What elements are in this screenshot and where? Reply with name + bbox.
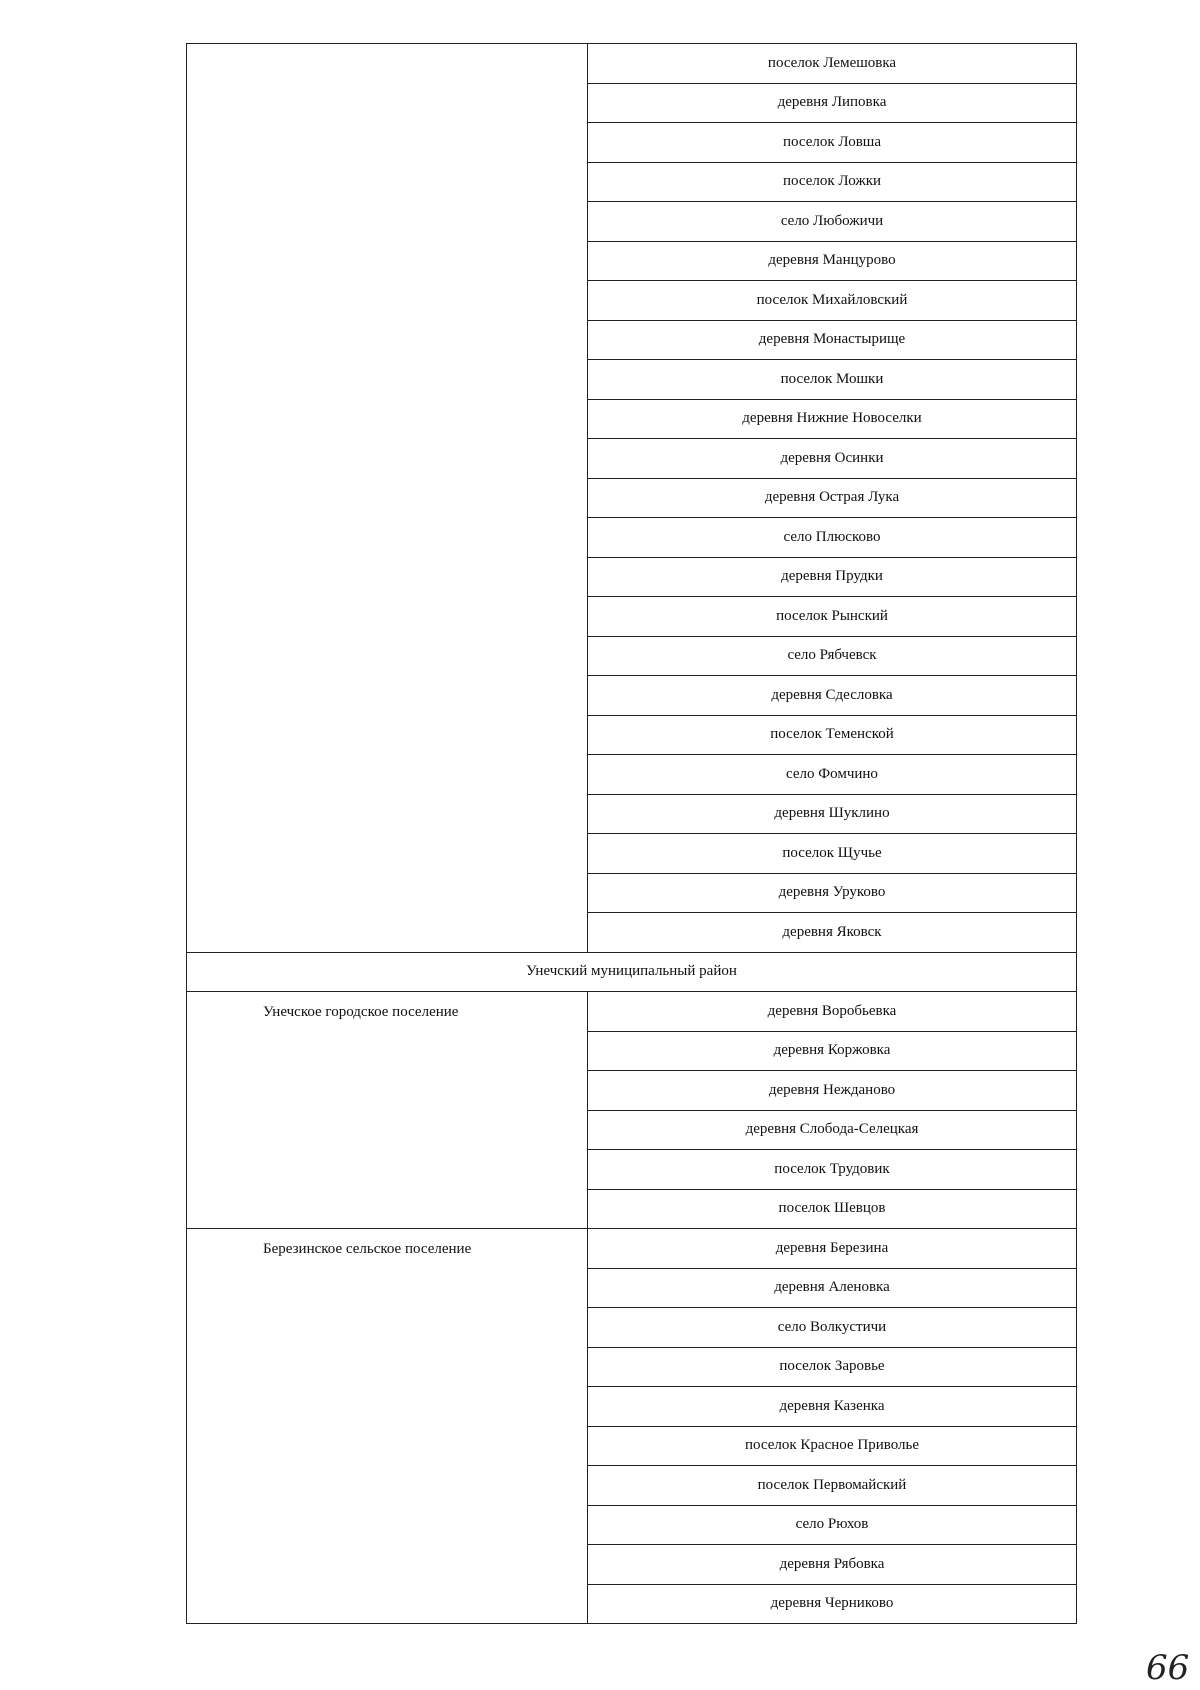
locality-cell: деревня Шуклино	[588, 794, 1077, 834]
page-number: 66	[1146, 1648, 1190, 1688]
settlement-cell	[187, 992, 588, 1229]
locality-cell: деревня Уруково	[588, 873, 1077, 913]
locality-cell: деревня Аленовка	[588, 1268, 1077, 1308]
locality-cell: село Любожичи	[588, 202, 1077, 242]
locality-cell: поселок Мошки	[588, 360, 1077, 400]
locality-cell: деревня Манцурово	[588, 241, 1077, 281]
table-row	[187, 992, 1077, 1032]
locality-cell: деревня Нежданово	[588, 1071, 1077, 1111]
locality-cell: поселок Михайловский	[588, 281, 1077, 321]
locality-cell: поселок Ловша	[588, 123, 1077, 163]
settlement-cell	[187, 44, 588, 953]
locality-cell: село Рюхов	[588, 1505, 1077, 1545]
locality-cell: деревня Коржовка	[588, 1031, 1077, 1071]
table-row	[187, 44, 1077, 84]
table-body	[187, 44, 1077, 1624]
district-name: Унечский муниципальный район	[187, 952, 1077, 992]
locality-cell: село Рябчевск	[588, 636, 1077, 676]
locality-cell: поселок Ложки	[588, 162, 1077, 202]
locality-cell: поселок Заровье	[588, 1347, 1077, 1387]
locality-cell: деревня Черниково	[588, 1584, 1077, 1624]
locality-cell: деревня Прудки	[588, 557, 1077, 597]
locality-cell: деревня Осинки	[588, 439, 1077, 479]
locality-cell: село Плюсково	[588, 518, 1077, 558]
settlement-cell	[187, 1229, 588, 1624]
locality-cell: деревня Слобода-Селецкая	[588, 1110, 1077, 1150]
locality-cell: деревня Рябовка	[588, 1545, 1077, 1585]
settlement-name	[187, 44, 587, 56]
settlements-table	[186, 43, 1077, 1624]
locality-cell: поселок Щучье	[588, 834, 1077, 874]
locality-cell: деревня Монастырище	[588, 320, 1077, 360]
settlement-name: Унечское городское поселение	[263, 1004, 459, 1020]
locality-cell: поселок Шевцов	[588, 1189, 1077, 1229]
locality-cell: деревня Нижние Новоселки	[588, 399, 1077, 439]
locality-cell: поселок Теменской	[588, 715, 1077, 755]
locality-cell: деревня Липовка	[588, 83, 1077, 123]
locality-cell: деревня Березина	[588, 1229, 1077, 1269]
table-row	[187, 1229, 1077, 1269]
locality-cell: деревня Острая Лука	[588, 478, 1077, 518]
locality-cell: деревня Казенка	[588, 1387, 1077, 1427]
settlement-name: Березинское сельское поселение	[263, 1241, 472, 1257]
locality-cell: деревня Воробьевка	[588, 992, 1077, 1032]
locality-cell: поселок Трудовик	[588, 1150, 1077, 1190]
settlements-table-page	[186, 43, 1077, 1624]
locality-cell: поселок Первомайский	[588, 1466, 1077, 1506]
district-row	[187, 952, 1077, 992]
locality-cell: деревня Сдесловка	[588, 676, 1077, 716]
locality-cell: село Волкустичи	[588, 1308, 1077, 1348]
locality-cell: село Фомчино	[588, 755, 1077, 795]
locality-cell: поселок Красное Приволье	[588, 1426, 1077, 1466]
locality-cell: поселок Лемешовка	[588, 44, 1077, 84]
locality-cell: поселок Рынский	[588, 597, 1077, 637]
locality-cell: деревня Яковск	[588, 913, 1077, 953]
